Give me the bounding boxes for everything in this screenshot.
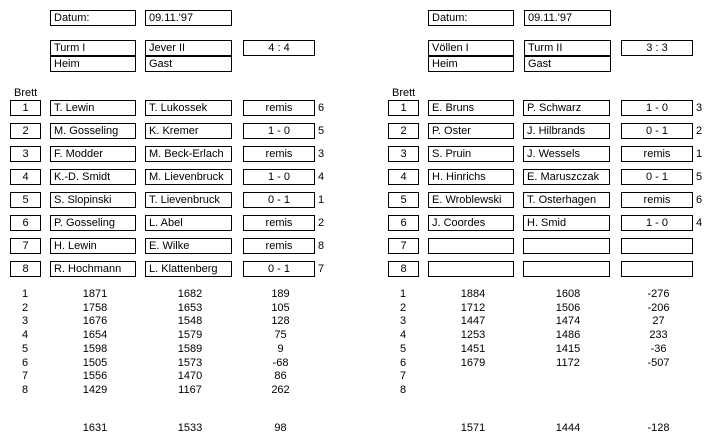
- away-player-field[interactable]: [523, 261, 610, 277]
- datum-label: Datum:: [50, 10, 136, 26]
- away-player-field[interactable]: T. Lievenbruck: [145, 192, 232, 208]
- away-rating: 1415: [555, 342, 581, 355]
- board-position: 1: [696, 148, 703, 160]
- board-position: 4: [696, 217, 703, 229]
- rating-row-number: 2: [22, 301, 29, 314]
- rating-row-number: 3: [22, 315, 29, 328]
- board-number: 2: [388, 123, 419, 139]
- away-player-field[interactable]: E. Wilke: [145, 238, 232, 254]
- board-number: 1: [10, 100, 41, 116]
- board-position: 3: [696, 102, 703, 114]
- match-panel-left: [0, 0, 350, 437]
- away-rating: 1486: [555, 329, 581, 342]
- match-panel-right: [378, 0, 713, 437]
- rating-diff: 75: [274, 329, 287, 342]
- board-number: 7: [388, 238, 419, 254]
- rating-row-number: 4: [400, 329, 407, 342]
- home-rating: 1654: [82, 329, 108, 342]
- home-player-field[interactable]: S. Pruin: [428, 146, 514, 162]
- board-position: 4: [318, 171, 325, 183]
- rating-diff: -206: [647, 301, 670, 314]
- rating-diff: 262: [271, 383, 290, 396]
- result-field[interactable]: remis: [621, 146, 693, 162]
- result-field[interactable]: 1 - 0: [621, 100, 693, 116]
- away-label: Gast: [145, 56, 232, 72]
- avg-home-rating: 1571: [460, 422, 486, 434]
- board-number: 3: [10, 146, 41, 162]
- board-number: 5: [10, 192, 41, 208]
- board-position: 1: [318, 194, 325, 206]
- rating-diff: -276: [647, 288, 670, 300]
- home-team-field[interactable]: Turm I: [50, 40, 136, 56]
- rating-row-number: 3: [400, 315, 407, 328]
- home-player-field[interactable]: [428, 238, 514, 254]
- home-rating: 1556: [82, 370, 108, 383]
- away-rating: 1172: [556, 356, 580, 369]
- away-player-field[interactable]: J. Hilbrands: [523, 123, 610, 139]
- rating-diff: -507: [647, 356, 670, 369]
- board-position: 6: [318, 102, 325, 114]
- home-rating: 1429: [82, 383, 108, 396]
- rating-diff: -36: [650, 342, 667, 355]
- result-field[interactable]: 1 - 0: [243, 169, 315, 185]
- rating-diff: -68: [272, 356, 289, 369]
- home-player-field[interactable]: R. Hochmann: [50, 261, 136, 277]
- result-field[interactable]: remis: [243, 146, 315, 162]
- board-number: 3: [388, 146, 419, 162]
- result-field[interactable]: 1 - 0: [243, 123, 315, 139]
- home-rating: 1253: [460, 329, 486, 342]
- away-player-field[interactable]: E. Maruszczak: [523, 169, 610, 185]
- result-field[interactable]: remis: [621, 192, 693, 208]
- avg-rating-diff: 98: [274, 422, 287, 434]
- rating-row-number: 8: [22, 383, 29, 396]
- rating-row-number: 6: [22, 356, 29, 369]
- home-player-field[interactable]: F. Modder: [50, 146, 136, 162]
- home-player-field[interactable]: H. Hinrichs: [428, 169, 514, 185]
- rating-row-number: 4: [22, 329, 29, 342]
- result-field[interactable]: 0 - 1: [621, 169, 693, 185]
- home-rating: 1451: [460, 342, 486, 355]
- board-position: 7: [318, 263, 325, 275]
- away-rating: 1573: [177, 356, 203, 369]
- away-rating: 1548: [177, 315, 203, 328]
- away-label: Gast: [524, 56, 611, 72]
- rating-row-number: 6: [400, 356, 407, 369]
- away-rating: 1589: [177, 342, 203, 355]
- away-player-field[interactable]: H. Smid: [523, 215, 610, 231]
- brett-header: Brett: [14, 87, 38, 99]
- away-team-field[interactable]: Turm II: [524, 40, 611, 56]
- home-rating: 1884: [460, 288, 486, 300]
- board-position: 5: [696, 171, 703, 183]
- home-player-field[interactable]: T. Lewin: [50, 100, 136, 116]
- rating-diff: 105: [271, 301, 290, 314]
- rating-row-number: 7: [22, 370, 29, 383]
- board-number: 1: [388, 100, 419, 116]
- rating-diff: 27: [652, 315, 665, 328]
- home-player-field[interactable]: E. Bruns: [428, 100, 514, 116]
- home-label: Heim: [428, 56, 514, 72]
- result-field[interactable]: remis: [243, 238, 315, 254]
- home-rating: 1758: [82, 301, 108, 314]
- home-team-field[interactable]: Völlen I: [428, 40, 514, 56]
- away-rating: 1506: [555, 301, 581, 314]
- board-number: 6: [10, 215, 41, 231]
- board-number: 4: [10, 169, 41, 185]
- result-field[interactable]: [621, 238, 693, 254]
- result-field[interactable]: 0 - 1: [243, 192, 315, 208]
- match-score-field[interactable]: 3 : 3: [621, 40, 693, 56]
- board-position: 5: [318, 125, 325, 137]
- rating-diff: 9: [277, 342, 284, 355]
- result-field[interactable]: 0 - 1: [243, 261, 315, 277]
- rating-row-number: 8: [400, 383, 407, 396]
- home-player-field[interactable]: P. Gosseling: [50, 215, 136, 231]
- home-player-field[interactable]: [428, 261, 514, 277]
- home-rating: 1679: [460, 356, 486, 369]
- datum-field[interactable]: 09.11.'97: [145, 10, 232, 26]
- board-position: 6: [696, 194, 703, 206]
- board-number: 7: [10, 238, 41, 254]
- home-player-field[interactable]: P. Oster: [428, 123, 514, 139]
- board-number: 4: [388, 169, 419, 185]
- away-player-field[interactable]: T. Lukossek: [145, 100, 232, 116]
- datum-label: Datum:: [428, 10, 514, 26]
- board-position: 2: [696, 125, 703, 137]
- result-field[interactable]: remis: [243, 215, 315, 231]
- result-field[interactable]: remis: [243, 100, 315, 116]
- avg-rating-diff: -128: [647, 422, 670, 434]
- board-number: 8: [10, 261, 41, 277]
- home-rating: 1598: [82, 342, 108, 355]
- away-team-field[interactable]: Jever II: [145, 40, 232, 56]
- board-number: 2: [10, 123, 41, 139]
- datum-field[interactable]: 09.11.'97: [524, 10, 611, 26]
- match-score-field[interactable]: 4 : 4: [243, 40, 315, 56]
- board-number: 8: [388, 261, 419, 277]
- home-rating: 1447: [460, 315, 486, 328]
- away-player-field[interactable]: J. Wessels: [523, 146, 610, 162]
- home-player-field[interactable]: J. Coordes: [428, 215, 514, 231]
- home-rating: 1676: [82, 315, 108, 328]
- away-player-field[interactable]: L. Abel: [145, 215, 232, 231]
- home-player-field[interactable]: M. Gosseling: [50, 123, 136, 139]
- rating-row-number: 7: [400, 370, 407, 383]
- rating-diff: 233: [649, 329, 668, 342]
- rating-row-number: 5: [400, 342, 407, 355]
- rating-row-number: 2: [400, 301, 407, 314]
- home-player-field[interactable]: K.-D. Smidt: [50, 169, 136, 185]
- avg-away-rating: 1533: [177, 422, 203, 434]
- home-rating: 1871: [82, 288, 108, 300]
- board-number: 5: [388, 192, 419, 208]
- away-player-field[interactable]: L. Klattenberg: [145, 261, 232, 277]
- away-player-field[interactable]: T. Osterhagen: [523, 192, 610, 208]
- result-field[interactable]: 1 - 0: [621, 215, 693, 231]
- away-player-field[interactable]: P. Schwarz: [523, 100, 610, 116]
- rating-row-number: 1: [22, 288, 29, 300]
- away-rating: 1167: [178, 383, 202, 396]
- away-rating: 1653: [177, 301, 203, 314]
- away-rating: 1579: [177, 329, 203, 342]
- brett-header: Brett: [392, 87, 416, 99]
- away-player-field[interactable]: [523, 238, 610, 254]
- board-number: 6: [388, 215, 419, 231]
- home-player-field[interactable]: S. Slopinski: [50, 192, 136, 208]
- home-player-field[interactable]: H. Lewin: [50, 238, 136, 254]
- rating-row-number: 1: [400, 288, 407, 300]
- home-rating: 1505: [82, 356, 108, 369]
- away-rating: 1608: [555, 288, 581, 300]
- result-field[interactable]: [621, 261, 693, 277]
- avg-away-rating: 1444: [555, 422, 581, 434]
- home-label: Heim: [50, 56, 136, 72]
- away-rating: 1470: [177, 370, 203, 383]
- home-rating: 1712: [460, 301, 486, 314]
- board-position: 8: [318, 240, 325, 252]
- avg-home-rating: 1631: [82, 422, 108, 434]
- away-player-field[interactable]: M. Beck-Erlach: [145, 146, 232, 162]
- rating-diff: 86: [274, 370, 287, 383]
- result-field[interactable]: 0 - 1: [621, 123, 693, 139]
- away-player-field[interactable]: K. Kremer: [145, 123, 232, 139]
- away-rating: 1474: [555, 315, 581, 328]
- rating-row-number: 5: [22, 342, 29, 355]
- rating-diff: 189: [271, 288, 290, 300]
- away-rating: 1682: [177, 288, 203, 300]
- home-player-field[interactable]: E. Wroblewski: [428, 192, 514, 208]
- rating-diff: 128: [271, 315, 290, 328]
- board-position: 2: [318, 217, 325, 229]
- board-position: 3: [318, 148, 325, 160]
- away-player-field[interactable]: M. Lievenbruck: [145, 169, 232, 185]
